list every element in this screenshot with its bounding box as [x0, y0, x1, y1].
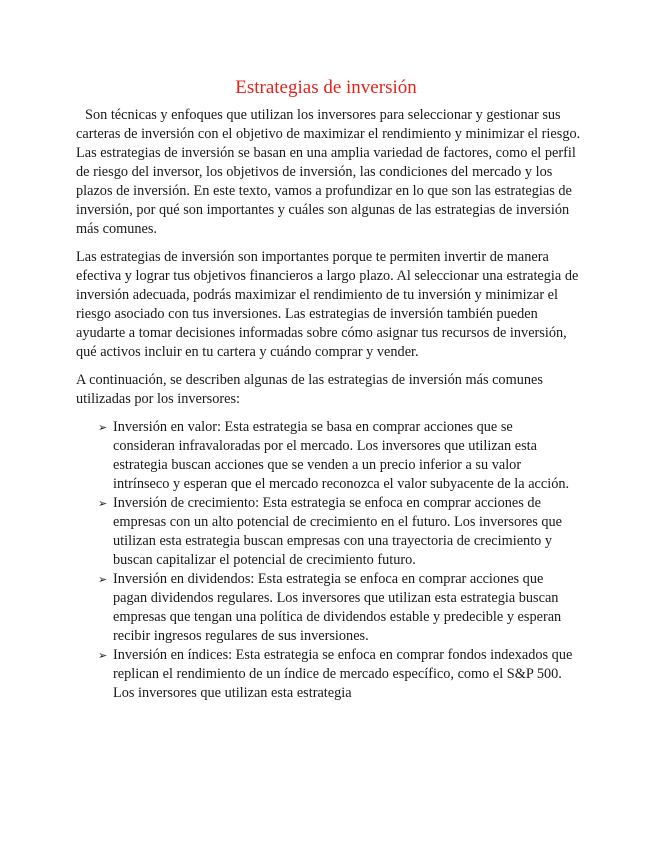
- list-item-dividend-investing: [98, 570, 578, 646]
- arrow-bullet-icon: ➢: [98, 573, 108, 586]
- list-intro-paragraph: A continuación, se describen algunas de las estrategias de inversión más comunes utilizadas por los inversores:: [76, 372, 543, 407]
- arrow-bullet-icon: ➢: [98, 649, 108, 662]
- list-item-text: Inversión en dividendos: Esta estrategia se enfoca en comprar acciones que pagan dividendos regulares. Los inversores que utilizan esta estrategia buscan empresas que tengan una política de dividendos estable y predecible y esperan recibir ingresos regulares de sus inversiones.: [113, 571, 562, 644]
- list-item-index-investing: [98, 646, 578, 703]
- intro-paragraph: Son técnicas y enfoques que utilizan los inversores para seleccionar y gestionar sus carteras de inversión con el objetivo de maximizar el rendimiento y minimizar el riesgo. Las estrategias de inversión se basan en una amplia variedad de factores, como el perfil de riesgo del inversor, los objetivos de inversión, las condiciones del mercado y los plazos de inversión. En este texto, vamos a profundizar en lo que son las estrategias de inversión, por qué son importantes y cuáles son algunas de las estrategias de inversión más comunes.: [76, 107, 581, 237]
- arrow-bullet-icon: ➢: [98, 421, 108, 434]
- list-item-value-investing: [98, 418, 578, 494]
- document-title: Estrategias de inversión: [235, 77, 417, 98]
- list-item-growth-investing: [98, 494, 578, 570]
- list-item-text: Inversión en índices: Esta estrategia se enfoca en comprar fondos indexados que replican el rendimiento de un índice de mercado específico, como el S&P 500. Los inversores que utilizan esta estrategia: [113, 647, 573, 701]
- importance-paragraph: Las estrategias de inversión son importantes porque te permiten invertir de manera efectiva y lograr tus objetivos financieros a largo plazo. Al seleccionar una estrategia de inversión adecuada, podrás maximizar el rendimiento de tu inversión y minimizar el riesgo asociado con tus inversiones. Las estrategias de inversión también pueden ayudarte a tomar decisiones informadas sobre cómo asignar tus recursos de inversión, qué activos incluir en tu cartera y cuándo comprar y vender.: [76, 249, 579, 360]
- list-item-text: Inversión en valor: Esta estrategia se basa en comprar acciones que se consideran infravaloradas por el mercado. Los inversores que utilizan esta estrategia buscan acciones que se venden a un precio inferior a su valor intrínseco y esperan que el mercado reconozca el valor subyacente de la acción.: [113, 419, 570, 492]
- strategies-list: [76, 418, 578, 703]
- list-item-text: Inversión de crecimiento: Esta estrategia se enfoca en comprar acciones de empresas con un alto potencial de crecimiento en el futuro. Los inversores que utilizan esta estrategia buscan empresas con una trayectoria de crecimiento y buscan capitalizar el potencial de crecimiento futuro.: [113, 495, 563, 568]
- arrow-bullet-icon: ➢: [98, 497, 108, 510]
